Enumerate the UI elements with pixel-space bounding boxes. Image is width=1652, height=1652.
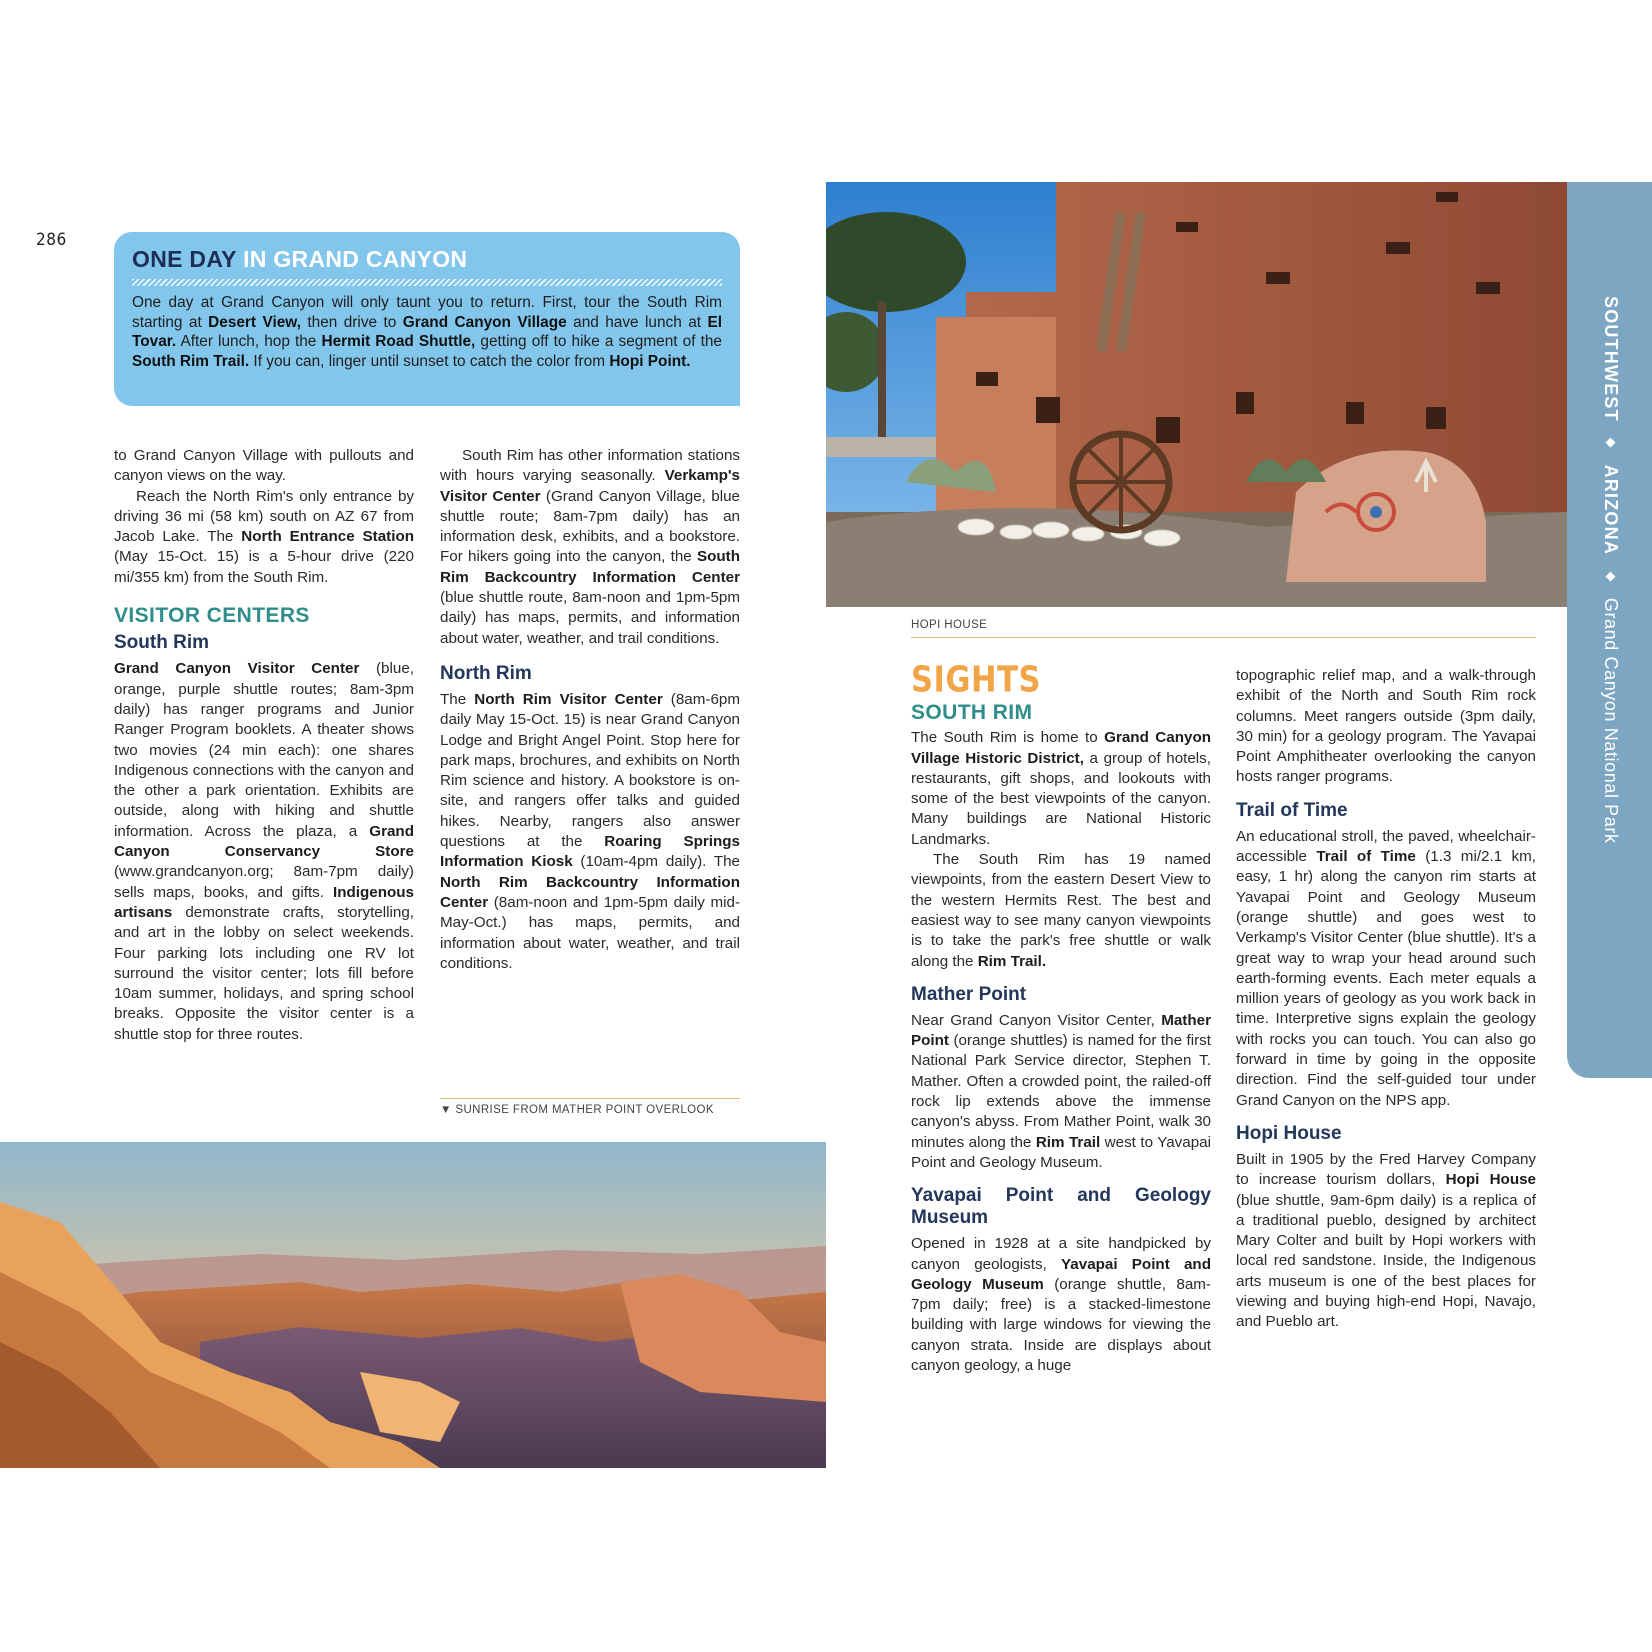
text-run: (orange shuttle, 8am-7pm daily; free) is a stacked-limestone building with large windows for viewing the canyon strata. Inside are displays about canyon geology, a huge — [911, 1275, 1211, 1375]
text-run: (8am-6pm daily May 15-Oct. 15) is near Grand Canyon Lodge and Bright Angel Point. Stop here for park maps, brochures, and exhibits on North Rim science and history. A bookstore is on-site, and rangers offer talks and guided hikes. Nearby, rangers also answer questions at the — [440, 690, 741, 851]
text-run: topographic relief map, and a walk-through exhibit of the North and South Rim rock columns. Meet rangers outside (3pm daily, 30 min) for a geology program. The Yavapai Point Amphitheater overlooking the canyon hosts ranger programs. — [1236, 667, 1536, 786]
bold-term: South Rim Backcountry Information Center — [440, 548, 740, 586]
bold-term: Grand Canyon Visitor Center — [114, 660, 360, 678]
text-run: to Grand Canyon Village with pullouts and canyon views on the way. — [114, 447, 414, 485]
mather-point-text — [911, 1011, 1211, 1173]
column-2 — [440, 446, 740, 974]
text-run: Near Grand Canyon Visitor Center, — [911, 1011, 1162, 1029]
south-rim-heading: SOUTH RIM — [911, 701, 1033, 724]
col1-paragraph-1 — [114, 446, 414, 487]
bold-term: South Rim Trail. — [132, 352, 250, 370]
text-run: South Rim has other information stations with hours varying seasonally. — [440, 447, 740, 485]
sights-paragraph-2 — [911, 850, 1211, 972]
text-run: a group of hotels, restaurants, gift shops, and lookouts with some of the best viewpoints of the canyon. Many buildings are National Historic Landmarks. — [911, 749, 1211, 848]
tab-park: Grand Canyon National Park — [1601, 597, 1621, 844]
mather-point-heading: Mather Point — [911, 983, 1027, 1005]
text-run: (Grand Canyon Village, blue shuttle route; 8am-7pm daily) has an information desk, exhibits, and a bookstore. For hikers going into the canyon, the — [440, 487, 740, 566]
one-day-title-part1: ONE DAY — [132, 246, 237, 272]
yavapai-heading: Yavapai Point and Geology Museum — [911, 1185, 1211, 1229]
page-number-left: 286 — [36, 230, 67, 250]
hopi-house-caption: HOPI HOUSE — [911, 619, 988, 631]
trail-of-time-heading: Trail of Time — [1236, 799, 1348, 821]
column-4 — [1236, 666, 1536, 1333]
text-run: Reach the North Rim's only entrance by driving 36 mi (58 km) south on AZ 67 from Jacob Lake. The — [114, 487, 414, 546]
text-run: (orange shuttles) is named for the first National Park Service director, Stephen T. Mather. Often a crowded point, the railed-off rock lip extends above the immense canyon's abyss. From Mather Point, walk 30 minutes along the — [911, 1032, 1211, 1151]
text-run: getting off to hike a segment of the — [475, 333, 722, 350]
text-run: After lunch, hop the — [176, 333, 322, 350]
text-run: (1.3 mi/2.1 km, easy, 1 hr) along the canyon rim starts at Yavapai Point and Geology Museum (orange shuttle) and goes west to Verkamp's Visitor Center (blue shuttle). It's a great way to wrap your head around such earth-forming events. Each meter equals a million years of geology as you work back in time. Interpretive signs explain the geology with rocks you can touch. You can also go forward in time by going in the opposite direction. Find the self-guided tour under Grand Canyon on the NPS app. — [1236, 848, 1537, 1109]
text-run: (8am-noon and 1pm-5pm daily mid-May-Oct.) has maps, permits, and information about water, weather, and trail conditions. — [440, 893, 740, 972]
col4-paragraph-1 — [1236, 666, 1536, 788]
bold-term: Verkamp's Visitor Center — [440, 467, 740, 505]
one-day-divider — [132, 279, 722, 286]
diamond-icon: ◆ — [1604, 435, 1619, 452]
yavapai-text — [911, 1234, 1211, 1376]
col1-paragraph-3 — [114, 659, 414, 1045]
text-run: One day at Grand Canyon will only taunt you to return. First, tour the South Rim starting at — [132, 294, 722, 331]
south-rim-subheading: South Rim — [114, 632, 209, 654]
bold-term: Rim Trail. — [977, 952, 1047, 970]
text-run: and have lunch at — [566, 313, 708, 331]
bold-term: Trail of Time — [1316, 848, 1416, 866]
hopi-house-text — [1236, 1150, 1536, 1333]
sights-heading: SIGHTS — [911, 659, 1042, 701]
text-run: The South Rim has 19 named viewpoints, from the eastern Desert View to the western Hermits Rest. The best and easiest way to see many canyon viewpoints is to take the park's free shuttle or walk along the — [911, 851, 1211, 970]
hopi-caption-rule — [911, 637, 1536, 638]
canyon-sunrise-photo — [0, 1142, 826, 1468]
col2-paragraph-1 — [440, 446, 740, 649]
bold-term: North Entrance Station — [241, 528, 414, 546]
text-run: If you can, linger until sunset to catch the color from — [249, 352, 610, 370]
tab-region: SOUTHWEST — [1601, 296, 1621, 422]
text-run: Built in 1905 by the Fred Harvey Company to increase tourism dollars, — [1236, 1150, 1536, 1189]
text-run: Opened in 1928 at a site handpicked by canyon geologists, — [911, 1235, 1211, 1273]
text-run: (May 15-Oct. 15) is a 5-hour drive (220 mi/355 km) from the South Rim. — [114, 548, 414, 586]
bold-term: Desert View, — [208, 313, 301, 331]
north-rim-subheading: North Rim — [440, 662, 532, 684]
bold-term: Yavapai Point and Geology Museum — [911, 1255, 1211, 1293]
bold-term: Rim Trail — [1035, 1133, 1101, 1151]
tab-state: ARIZONA — [1601, 464, 1621, 556]
text-run: (10am-4pm daily). The — [572, 853, 741, 871]
column-3 — [911, 703, 1211, 1376]
text-run: (blue, orange, purple shuttle routes; 8am-3pm daily) has ranger programs and Junior Ranger Program booklets. A theater shows two movies (24 min each): one shares Indigenous connections with the canyon and the other a park orientation. Exhibits are outside, along with hiking and shuttle information. Across the plaza, a — [114, 660, 414, 840]
sunrise-caption-rule — [440, 1098, 740, 1099]
text-run: The South Rim is home to — [911, 729, 1105, 747]
visitor-centers-heading: VISITOR CENTERS — [114, 604, 310, 628]
text-run: west to Yavapai Point and Geology Museum. — [911, 1133, 1211, 1171]
text-run: demonstrate crafts, storytelling, and art in the lobby on select weekends. Four parking lots including one RV lot surround the visitor center; lots fill before 10am summer, holidays, and spring school breaks. Opposite the visitor center is a shuttle stop for three routes. — [114, 903, 414, 1043]
text-run: The — [440, 690, 475, 708]
text-run: then drive to — [300, 313, 403, 331]
one-day-body — [132, 293, 722, 371]
bold-term: Indigenous artisans — [114, 883, 414, 921]
bold-term: Hopi House — [1445, 1171, 1536, 1189]
text-run: (blue shuttle route, 8am-noon and 1pm-5pm daily) has maps, permits, and information about water, weather, and trail conditions. — [440, 589, 740, 647]
bold-term: Grand Canyon Conservancy Store — [114, 822, 414, 861]
trail-of-time-text — [1236, 827, 1536, 1111]
bold-term: Roaring Springs Information Kiosk — [440, 833, 741, 871]
bold-term: Grand Canyon Village Historic District, — [911, 729, 1212, 767]
bold-term: North Rim Visitor Center — [474, 690, 663, 708]
diamond-icon: ◆ — [1604, 568, 1619, 585]
sights-paragraph-1 — [911, 728, 1211, 850]
bold-term: North Rim Backcountry Information Center — [440, 873, 740, 911]
text-run: (www.grandcanyon.org; 8am-7pm daily) sells maps, books, and gifts. — [114, 863, 414, 901]
bold-term: Hermit Road Shuttle, — [321, 333, 476, 350]
bold-term: Grand Canyon Village — [402, 313, 567, 331]
bold-term: El Tovar. — [132, 313, 723, 350]
sunrise-caption: ▼ SUNRISE FROM MATHER POINT OVERLOOK — [440, 1104, 714, 1116]
hopi-house-photo — [826, 182, 1568, 607]
one-day-title-part2: IN GRAND CANYON — [236, 246, 468, 272]
text-run: (blue shuttle, 9am-6pm daily) is a replica of a traditional pueblo, designed by architect Mary Colter and built by Hopi workers with local red sandstone. Inside, the Indigenous arts museum is one of the best places for viewing and buying high-end Hopi, Navajo, and Pueblo art. — [1236, 1191, 1536, 1331]
column-1 — [114, 446, 414, 1045]
bold-term: Mather Point — [911, 1011, 1211, 1050]
col1-paragraph-2 — [114, 487, 414, 588]
hopi-house-heading: Hopi House — [1236, 1122, 1342, 1144]
col2-paragraph-2 — [440, 690, 740, 974]
text-run: An educational stroll, the paved, wheelchair-accessible — [1236, 827, 1536, 866]
one-day-title — [132, 246, 467, 273]
bold-term: Hopi Point. — [609, 352, 691, 370]
chapter-tab-label — [1600, 296, 1621, 844]
